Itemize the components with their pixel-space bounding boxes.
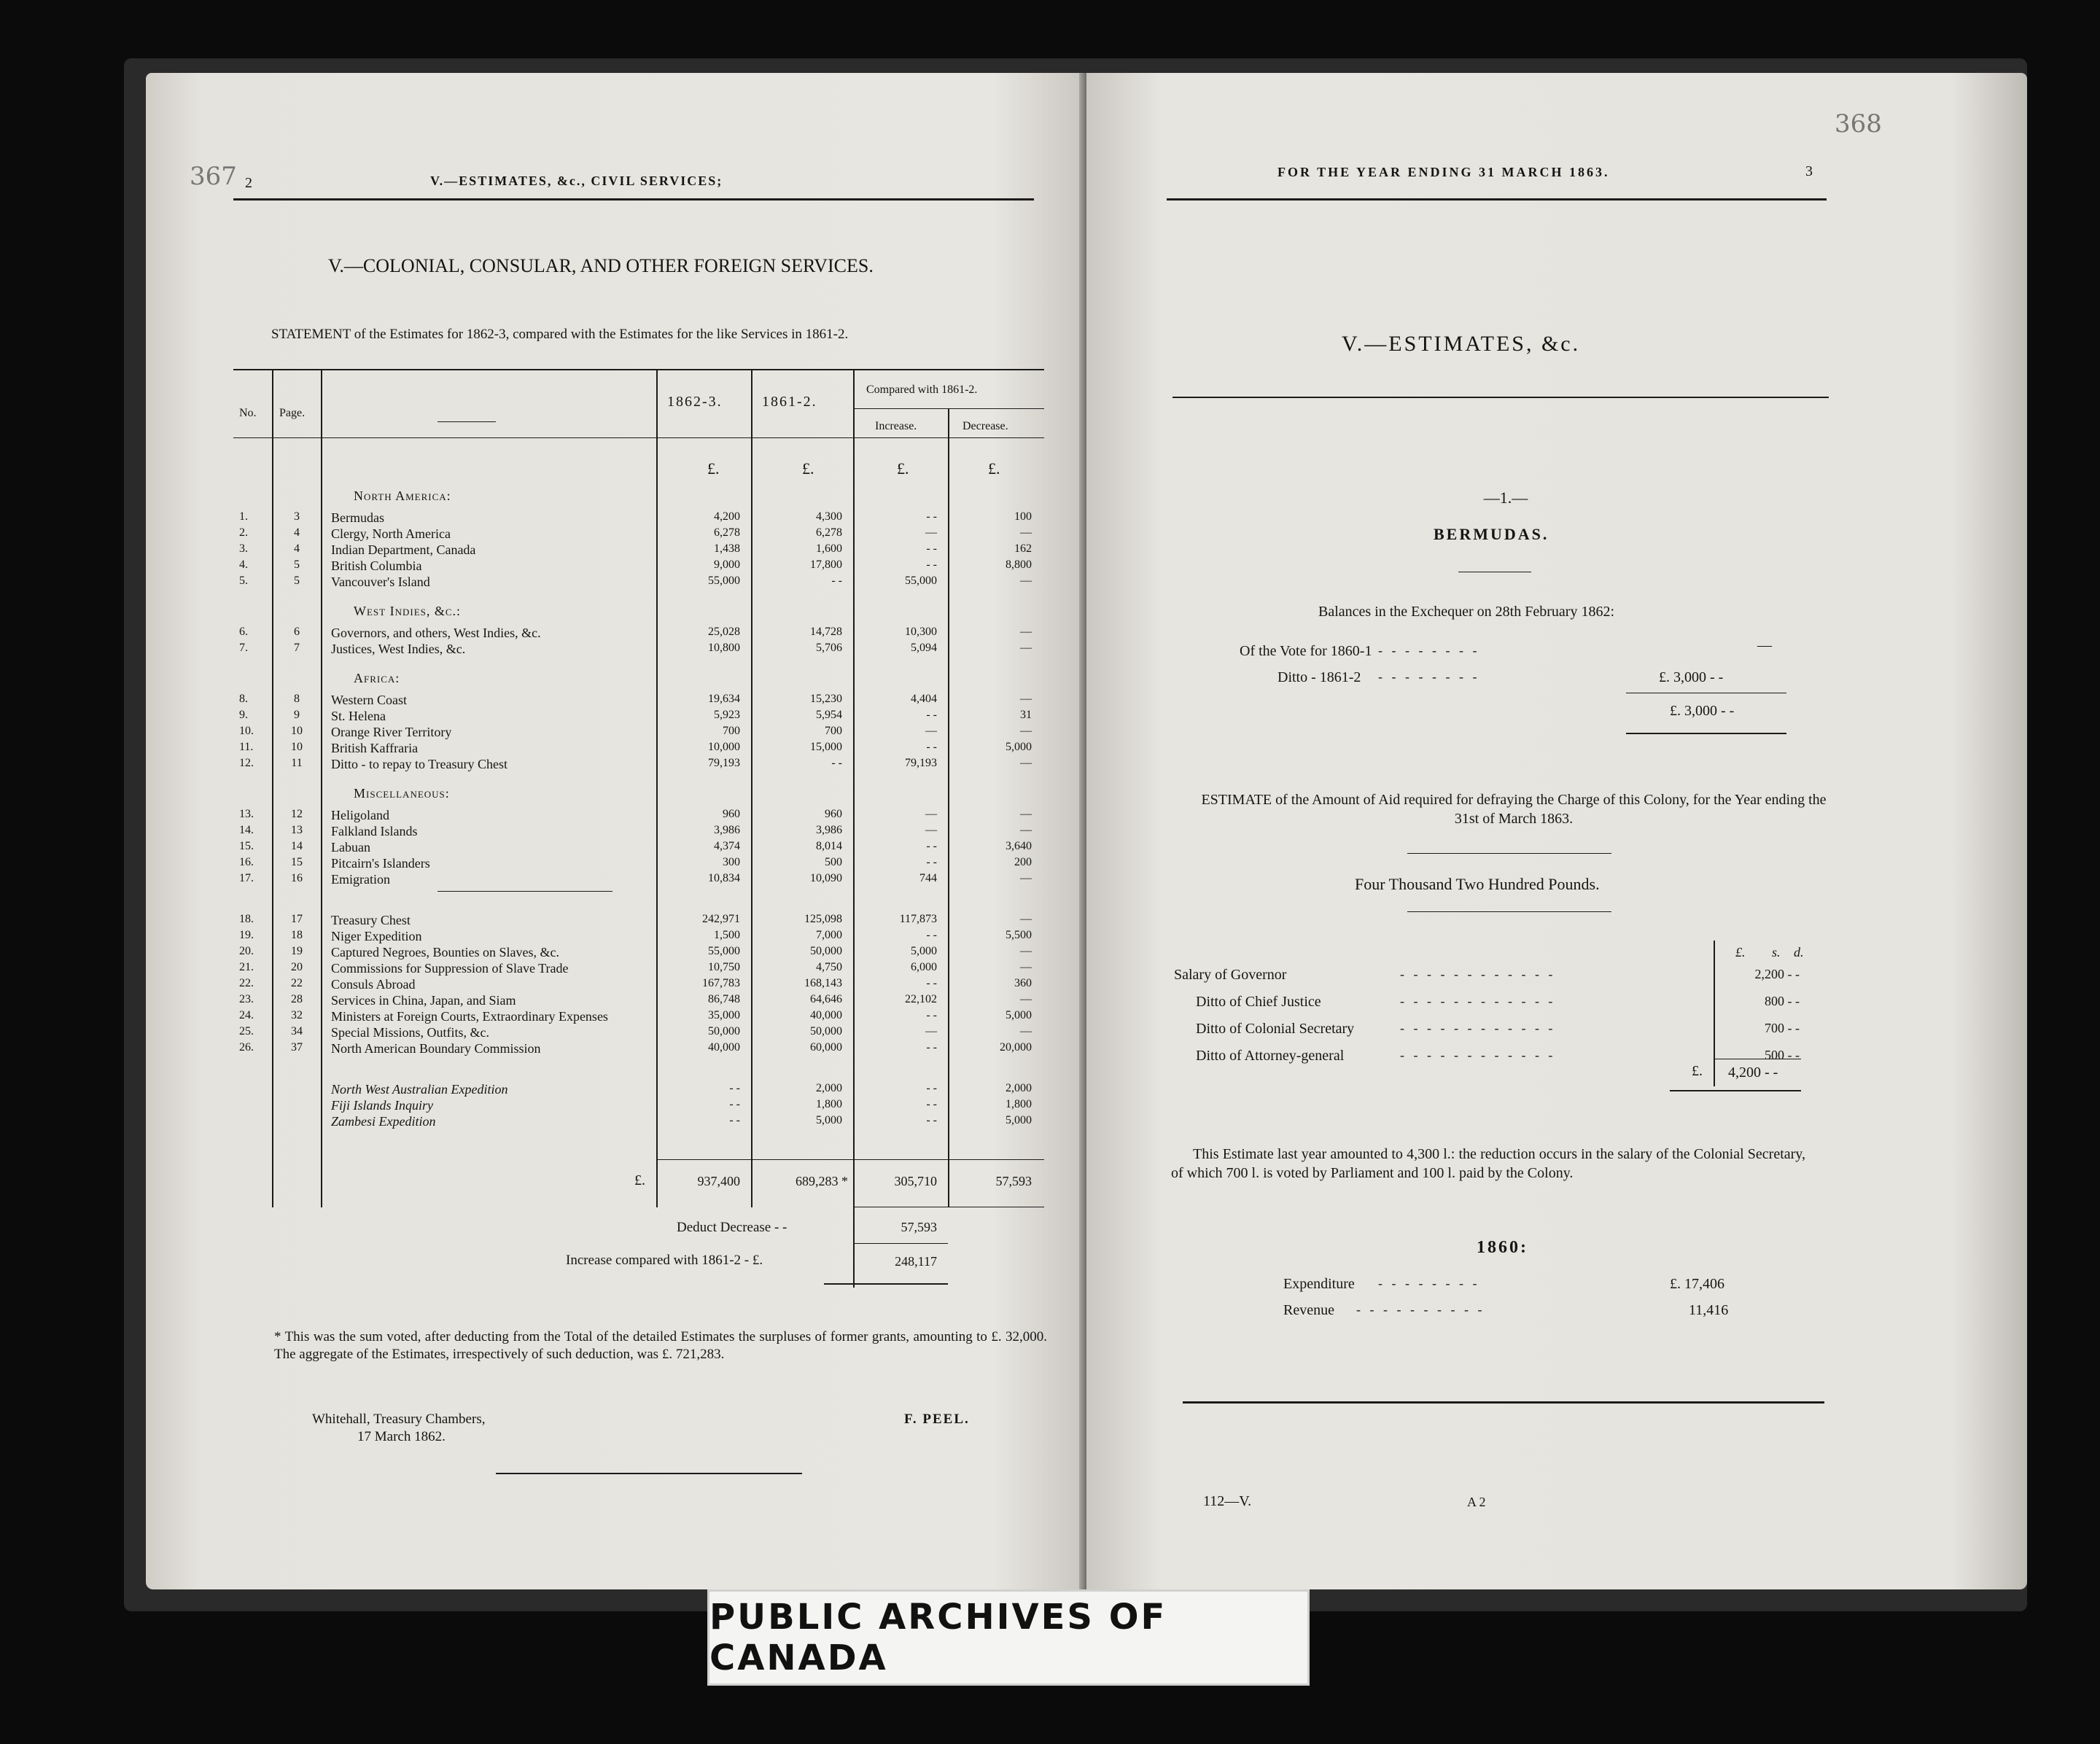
row-increase: - - (926, 929, 937, 941)
row-increase: - - (926, 1114, 937, 1126)
salary-item-label: Salary of Governor (1174, 967, 1287, 983)
row-number: 12. (239, 757, 254, 769)
salary-item-label: Ditto of Attorney-general (1196, 1048, 1345, 1064)
row-page: 10 (291, 725, 303, 737)
row-decrease: 1,800 (1006, 1098, 1032, 1110)
row-increase: 744 (919, 872, 937, 884)
row-decrease: 5,000 (1006, 1009, 1032, 1021)
row-decrease: — (1020, 626, 1032, 638)
row-page: 5 (294, 558, 300, 571)
row-value-1862: 960 (723, 808, 740, 820)
row-value-1862: 19,634 (708, 693, 740, 705)
row-value-1861: 960 (825, 808, 842, 820)
row-number: 11. (239, 741, 254, 753)
row-name: Falkland Islands (331, 824, 418, 838)
salary-item-label: Ditto of Chief Justice (1196, 994, 1321, 1010)
vote-1861: Ditto - 1861-2 (1278, 669, 1361, 685)
right-running-head: FOR THE YEAR ENDING 31 MARCH 1863. (1278, 165, 1610, 179)
place: Whitehall, Treasury Chambers, (312, 1412, 486, 1427)
head-1862: 1862-3. (667, 394, 723, 410)
row-increase: - - (926, 542, 937, 555)
left-pencil-number: 367 (190, 162, 237, 191)
row-name: Niger Expedition (331, 929, 422, 943)
row-value-1861: 50,000 (810, 1025, 842, 1038)
row-value-1862: 10,834 (708, 872, 740, 884)
row-page: 17 (291, 913, 303, 925)
row-value-1862: 40,000 (708, 1041, 740, 1054)
row-value-1861: 4,750 (816, 961, 842, 973)
deduct-value: 57,593 (901, 1220, 937, 1234)
row-increase: — (925, 1025, 937, 1038)
row-number: 8. (239, 693, 248, 705)
row-increase: 22,102 (905, 993, 937, 1005)
row-decrease: — (1020, 945, 1032, 957)
row-page: 4 (294, 542, 300, 555)
year-heading: 1860: (1477, 1238, 1528, 1257)
row-increase: — (925, 526, 937, 539)
row-decrease: 5,000 (1006, 1114, 1032, 1126)
left-running-head: V.—ESTIMATES, &c., CIVIL SERVICES; (430, 174, 723, 188)
row-page: 7 (294, 642, 300, 654)
row-name: Orange River Territory (331, 725, 452, 739)
row-increase: - - (926, 856, 937, 868)
row-name: Services in China, Japan, and Siam (331, 993, 516, 1008)
row-number: 19. (239, 929, 254, 941)
row-value-1861: 14,728 (810, 626, 842, 638)
row-value-1862: 1,500 (714, 929, 740, 941)
row-page: 37 (291, 1041, 303, 1054)
section-heading: West Indies, &c.: (354, 604, 462, 618)
row-page: 22 (291, 977, 303, 989)
row-page: 19 (291, 945, 303, 957)
row-page: 34 (291, 1025, 303, 1038)
row-number: 7. (239, 642, 248, 654)
row-increase: - - (926, 1082, 937, 1094)
row-value-1862: 55,000 (708, 945, 740, 957)
row-name: Treasury Chest (331, 913, 411, 927)
row-value-1862: - - (729, 1114, 740, 1126)
total-1861: 689,283 * (796, 1174, 848, 1188)
row-value-1862: 1,438 (714, 542, 740, 555)
row-page: 28 (291, 993, 303, 1005)
row-value-1861: 17,800 (810, 558, 842, 571)
total-1862: 937,400 (697, 1174, 740, 1188)
row-decrease: — (1020, 824, 1032, 836)
salary-item-value: 700 - - (1765, 1021, 1800, 1035)
row-decrease: — (1020, 961, 1032, 973)
balances-heading: Balances in the Exchequer on 28th February 1862: (1318, 604, 1614, 620)
pound-1861: £. (802, 459, 814, 478)
row-value-1862: - - (729, 1098, 740, 1110)
row-decrease: — (1020, 642, 1032, 654)
revenue-value: 11,416 (1689, 1302, 1729, 1318)
row-page: 14 (291, 840, 303, 852)
row-value-1862: 10,750 (708, 961, 740, 973)
row-decrease: 5,500 (1006, 929, 1032, 941)
row-increase: 55,000 (905, 575, 937, 587)
row-page: 10 (291, 741, 303, 753)
row-number: 23. (239, 993, 254, 1005)
row-decrease: — (1020, 993, 1032, 1005)
row-increase: - - (926, 709, 937, 721)
row-value-1861: 500 (825, 856, 842, 868)
row-increase: - - (926, 558, 937, 571)
left-statement: STATEMENT of the Estimates for 1862-3, compared with the Estimates for the like Services in 1861-2. (271, 327, 849, 342)
row-name: British Columbia (331, 558, 422, 573)
row-value-1861: 125,098 (804, 913, 842, 925)
footer-center: A 2 (1467, 1495, 1486, 1509)
lsd-shillings: s. (1772, 945, 1781, 959)
left-head-rule (233, 198, 1034, 201)
row-decrease: — (1020, 757, 1032, 769)
row-value-1861: 10,090 (810, 872, 842, 884)
row-number: 22. (239, 977, 254, 989)
row-page: 12 (291, 808, 303, 820)
row-number: 17. (239, 872, 254, 884)
row-increase: 5,094 (911, 642, 937, 654)
date: 17 March 1862. (357, 1429, 446, 1444)
row-value-1862: 4,200 (714, 510, 740, 523)
row-number: 25. (239, 1025, 254, 1038)
row-decrease: 3,640 (1006, 840, 1032, 852)
row-increase: 6,000 (911, 961, 937, 973)
signature: F. PEEL. (904, 1412, 970, 1427)
row-value-1861: 6,278 (816, 526, 842, 539)
lsd-pence: d. (1794, 945, 1804, 959)
row-page: 9 (294, 709, 300, 721)
table-head-rule (233, 437, 1044, 438)
total-label: £. (634, 1172, 645, 1188)
table-top-rule (233, 369, 1044, 370)
row-name: North West Australian Expedition (331, 1082, 508, 1097)
left-title: V.—COLONIAL, CONSULAR, AND OTHER FOREIGN SERVICES. (328, 255, 874, 276)
row-decrease: 31 (1020, 709, 1032, 721)
row-decrease: 360 (1014, 977, 1032, 989)
total-decrease: 57,593 (995, 1174, 1032, 1188)
row-number: 21. (239, 961, 254, 973)
row-decrease: 100 (1014, 510, 1032, 523)
row-page: 6 (294, 626, 300, 638)
row-name: Special Missions, Outfits, &c. (331, 1025, 489, 1040)
row-value-1862: 10,000 (708, 741, 740, 753)
section-heading: North America: (354, 488, 451, 503)
row-name: Clergy, North America (331, 526, 451, 541)
row-decrease: — (1020, 1025, 1032, 1038)
archive-stamp: PUBLIC ARCHIVES OF CANADA (707, 1589, 1310, 1686)
row-name: Labuan (331, 840, 370, 855)
row-value-1862: 79,193 (708, 757, 740, 769)
row-number: 9. (239, 709, 248, 721)
row-name: Pitcairn's Islanders (331, 856, 430, 871)
row-value-1862: 35,000 (708, 1009, 740, 1021)
row-page: 4 (294, 526, 300, 539)
row-value-1861: 1,800 (816, 1098, 842, 1110)
row-number: 18. (239, 913, 254, 925)
row-value-1861: 60,000 (810, 1041, 842, 1054)
row-number: 26. (239, 1041, 254, 1054)
footnote: * This was the sum voted, after deducting from the Total of the detailed Estimates the surpluses of former grants, amounting to £. 32,000. The aggregate of the Estimates, irrespectively of such deduction, was £. 721,283. (274, 1329, 1047, 1362)
estimate-text: ESTIMATE of the Amount of Aid required for defraying the Charge of this Colony, for the Year ending the 31st of March 1863. (1201, 792, 1827, 827)
row-value-1861: 40,000 (810, 1009, 842, 1021)
row-name: Ministers at Foreign Courts, Extraordinary Expenses (331, 1009, 608, 1024)
row-increase: - - (926, 840, 937, 852)
row-page: 11 (291, 757, 303, 769)
row-name: Commissions for Suppression of Slave Trade (331, 961, 569, 976)
row-value-1862: 300 (723, 856, 740, 868)
row-value-1862: 50,000 (708, 1025, 740, 1038)
row-decrease: 20,000 (1000, 1041, 1032, 1054)
row-value-1861: 5,706 (816, 642, 842, 654)
row-number: 1. (239, 510, 248, 523)
row-name: Western Coast (331, 693, 408, 707)
row-decrease: 8,800 (1006, 558, 1032, 571)
row-value-1861: - - (831, 575, 842, 587)
head-decrease: Decrease. (962, 420, 1008, 432)
right-pencil-number: 368 (1835, 109, 1882, 139)
row-name: Governors, and others, West Indies, &c. (331, 626, 541, 640)
row-value-1861: 700 (825, 725, 842, 737)
row-name: Fiji Islands Inquiry (331, 1098, 433, 1113)
head-compared: Compared with 1861-2. (866, 384, 978, 396)
row-page: 18 (291, 929, 303, 941)
row-increase: 10,300 (905, 626, 937, 638)
row-name: Zambesi Expedition (331, 1114, 436, 1129)
row-number: 10. (239, 725, 254, 737)
row-decrease: — (1020, 725, 1032, 737)
pound-decrease: £. (988, 459, 1000, 478)
row-increase: — (925, 824, 937, 836)
row-decrease: — (1020, 808, 1032, 820)
left-page-number: 2 (245, 175, 252, 191)
row-value-1861: 15,230 (810, 693, 842, 705)
row-value-1861: 7,000 (816, 929, 842, 941)
row-page: 8 (294, 693, 300, 705)
row-number: 24. (239, 1009, 254, 1021)
head-1861: 1861-2. (762, 394, 817, 410)
row-value-1862: 167,783 (702, 977, 740, 989)
row-value-1862: 6,278 (714, 526, 740, 539)
head-no: No. (239, 407, 257, 419)
row-increase: 79,193 (905, 757, 937, 769)
row-number: 16. (239, 856, 254, 868)
row-decrease: 2,000 (1006, 1082, 1032, 1094)
row-increase: — (925, 725, 937, 737)
footer-left: 112—V. (1203, 1493, 1252, 1509)
expenditure-label: Expenditure (1283, 1276, 1355, 1292)
note: This Estimate last year amounted to 4,300 l.: the reduction occurs in the salary of the Colonial Secretary, of which 700 l. is voted by Parliament and 100 l. paid by the Colony. (1171, 1146, 1805, 1181)
row-name: North American Boundary Commission (331, 1041, 541, 1056)
row-value-1861: 15,000 (810, 741, 842, 753)
row-name: Ditto - to repay to Treasury Chest (331, 757, 508, 771)
row-page: 32 (291, 1009, 303, 1021)
row-value-1861: 1,600 (816, 542, 842, 555)
row-name: Vancouver's Island (331, 575, 430, 589)
row-value-1861: 168,143 (804, 977, 842, 989)
pound-1862: £. (707, 459, 720, 478)
row-decrease: 200 (1014, 856, 1032, 868)
row-name: Bermudas (331, 510, 384, 525)
section-name: BERMUDAS. (1434, 525, 1549, 543)
row-increase: — (925, 808, 937, 820)
row-number: 15. (239, 840, 254, 852)
row-name: Indian Department, Canada (331, 542, 476, 557)
amount-words: Four Thousand Two Hundred Pounds. (1355, 875, 1600, 893)
row-increase: 5,000 (911, 945, 937, 957)
vote-1861-value: £. 3,000 - - (1659, 669, 1724, 685)
row-value-1861: 4,300 (816, 510, 842, 523)
row-value-1862: 9,000 (714, 558, 740, 571)
row-number: 5. (239, 575, 248, 587)
head-increase: Increase. (875, 420, 917, 432)
row-value-1862: 5,923 (714, 709, 740, 721)
row-increase: 117,873 (899, 913, 937, 925)
increase-label: Increase compared with 1861-2 - £. (566, 1253, 763, 1268)
items-total: 4,200 - - (1728, 1064, 1778, 1081)
items-total-label: £. (1692, 1063, 1703, 1079)
row-name: Justices, West Indies, &c. (331, 642, 466, 656)
row-name: Consuls Abroad (331, 977, 416, 992)
row-number: 13. (239, 808, 254, 820)
row-increase: - - (926, 741, 937, 753)
row-value-1862: 10,800 (708, 642, 740, 654)
row-value-1861: 50,000 (810, 945, 842, 957)
row-value-1862: 700 (723, 725, 740, 737)
row-page: 5 (294, 575, 300, 587)
row-value-1861: - - (831, 757, 842, 769)
lsd-pounds: £. (1735, 945, 1746, 959)
row-value-1862: 3,986 (714, 824, 740, 836)
row-number: 20. (239, 945, 254, 957)
row-increase: - - (926, 977, 937, 989)
salary-item-value: 500 - - (1765, 1048, 1800, 1062)
deduct-label: Deduct Decrease - - (677, 1220, 788, 1235)
row-increase: 4,404 (911, 693, 937, 705)
row-increase: - - (926, 1009, 937, 1021)
total-increase: 305,710 (894, 1174, 937, 1188)
row-name: Emigration (331, 872, 390, 887)
row-value-1862: 242,971 (702, 913, 740, 925)
row-increase: - - (926, 1098, 937, 1110)
row-name: Heligoland (331, 808, 389, 822)
revenue-label: Revenue (1283, 1302, 1334, 1318)
right-title: V.—ESTIMATES, &c. (1342, 332, 1581, 356)
row-increase: - - (926, 1041, 937, 1054)
increase-value: 248,117 (895, 1254, 937, 1269)
row-value-1862: 25,028 (708, 626, 740, 638)
right-page-number: 3 (1805, 163, 1813, 179)
row-page: 15 (291, 856, 303, 868)
row-value-1861: 3,986 (816, 824, 842, 836)
salary-item-value: 800 - - (1765, 994, 1800, 1008)
row-decrease: — (1020, 913, 1032, 925)
row-page: 16 (291, 872, 303, 884)
row-decrease: 162 (1014, 542, 1032, 555)
row-number: 14. (239, 824, 254, 836)
vote-total: £. 3,000 - - (1670, 703, 1735, 719)
row-increase: - - (926, 510, 937, 523)
row-name: St. Helena (331, 709, 386, 723)
row-value-1862: 86,748 (708, 993, 740, 1005)
row-value-1861: 2,000 (816, 1082, 842, 1094)
row-decrease: — (1020, 575, 1032, 587)
section-number: —1.— (1483, 488, 1528, 507)
row-page: 13 (291, 824, 303, 836)
vote-1860: Of the Vote for 1860-1 (1240, 643, 1372, 659)
section-heading: Miscellaneous: (354, 786, 450, 801)
row-decrease: — (1020, 526, 1032, 539)
row-decrease: 5,000 (1006, 741, 1032, 753)
row-value-1862: - - (729, 1082, 740, 1094)
row-value-1861: 5,000 (816, 1114, 842, 1126)
row-decrease: — (1020, 872, 1032, 884)
row-value-1861: 8,014 (816, 840, 842, 852)
row-number: 6. (239, 626, 248, 638)
row-name: British Kaffraria (331, 741, 419, 755)
pound-increase: £. (897, 459, 909, 478)
row-value-1862: 4,374 (714, 840, 740, 852)
left-page (146, 73, 1086, 1589)
row-page: 3 (294, 510, 300, 523)
head-page: Page. (279, 407, 306, 419)
row-value-1861: 5,954 (816, 709, 842, 721)
row-name: Captured Negroes, Bounties on Slaves, &c. (331, 945, 559, 959)
vote-1860-value: — (1757, 637, 1772, 653)
section-heading: Africa: (354, 671, 400, 685)
row-page: 20 (291, 961, 303, 973)
row-value-1862: 55,000 (708, 575, 740, 587)
expenditure-value: £. 17,406 (1670, 1276, 1724, 1292)
row-number: 3. (239, 542, 248, 555)
row-number: 4. (239, 558, 248, 571)
row-value-1861: 64,646 (810, 993, 842, 1005)
row-decrease: — (1020, 693, 1032, 705)
row-number: 2. (239, 526, 248, 539)
salary-item-value: 2,200 - - (1754, 967, 1800, 981)
right-page: 368 FOR THE YEAR ENDING 31 MARCH 1863. 3 V.—ESTIMATES, &c. —1.— BERMUDAS. Balances in the Exchequer on 28th February 1862: Of the Vote for 1860-1 - - - - - - - - — Ditto - 1861-2 - - - - - - - - £. 3,000 - - £. 3,000 - - ESTIMATE of the Amount of Aid required for defraying the Charge of this Colony, for the Year ending the 31st of March 1863. Four Thousand Two Hundred Pounds. £. s. d. £. 4,200 - - This Estimate last year amounted to 4,300 l.: the reduction occurs in the salary of the Colonial Secretary, of which 700 l. is voted by Parliament and 100 l. paid by the Colony. 1860: Expenditure - - - - - - - - £. 17,406 Revenue - - - - - - - - - - 11,416 112—V. A 2 Salary of Governor - - - - - - - - - - - - 2,200 - - Ditto of Chief Justice - - - - - - - - - - - - 800 - - Ditto of Colonial Secretary - - - - - - - - - - - - 700 - - Ditto of Attorney-general - - - - - - - - - - - - 500 - - (1086, 73, 2027, 1589)
salary-item-label: Ditto of Colonial Secretary (1196, 1021, 1355, 1037)
